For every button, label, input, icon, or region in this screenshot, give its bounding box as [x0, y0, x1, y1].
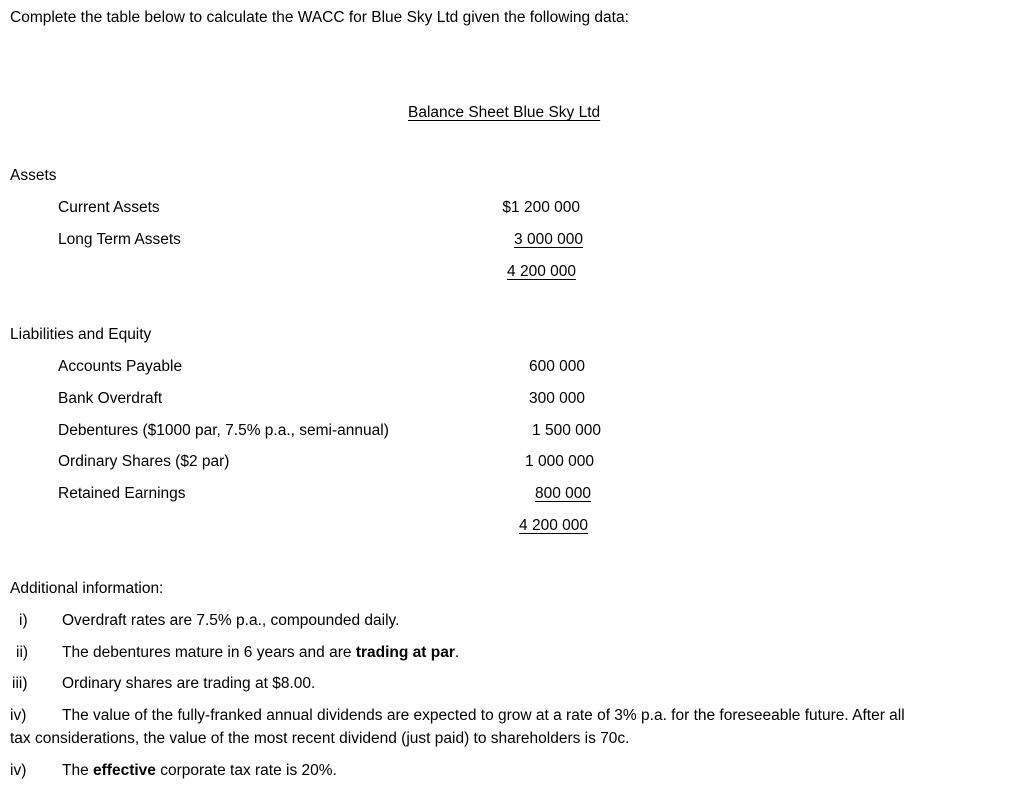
emphasis-text: trading at par: [355, 644, 455, 661]
list-marker: iv): [10, 762, 27, 779]
list-item-text: [62, 761, 337, 781]
current-assets-value: $1 200 000: [502, 199, 580, 216]
accounts-payable-value: 600 000: [528, 358, 585, 375]
list-item-text-part: The: [62, 762, 94, 779]
bank-overdraft-value: 300 000: [528, 390, 585, 407]
bank-overdraft-label: Bank Overdraft: [58, 390, 163, 407]
long-term-assets-label: Long Term Assets: [58, 231, 181, 248]
list-item-text-part: The debentures mature in 6 years and are: [62, 644, 356, 661]
ordinary-shares-value: 1 000 000: [525, 453, 594, 470]
debentures-value: 1 500 000: [532, 422, 601, 439]
list-marker: i): [19, 612, 28, 629]
assets-total-value: 4 200 000: [507, 263, 576, 280]
list-item-text: [62, 643, 459, 663]
additional-heading: Additional information:: [10, 580, 164, 597]
debentures-label: Debentures ($1000 par, 7.5% p.a., semi-annual): [58, 422, 389, 439]
list-item-text: Overdraft rates are 7.5% p.a., compounded daily.: [62, 612, 400, 629]
list-item-text-continued: tax considerations, the value of the most recent dividend (just paid) to shareholders is 70c.: [10, 730, 630, 747]
list-item-text-part: .: [454, 644, 460, 661]
list-item-text-part: corporate tax rate is 20%.: [155, 762, 337, 779]
list-marker: iv): [10, 707, 27, 724]
emphasis-text: effective: [93, 762, 156, 779]
instruction-text: Complete the table below to calculate the WACC for Blue Sky Ltd given the following data:: [10, 9, 629, 26]
current-assets-label: Current Assets: [58, 199, 160, 216]
retained-earnings-value: 800 000: [534, 485, 591, 502]
list-item-text: Ordinary shares are trading at $8.00.: [62, 675, 316, 692]
liabilities-total-value: 4 200 000: [519, 517, 588, 534]
list-marker: iii): [12, 675, 28, 692]
liabilities-heading: Liabilities and Equity: [10, 326, 152, 343]
balance-sheet-title: Balance Sheet Blue Sky Ltd: [408, 104, 601, 121]
list-item-text: The value of the fully-franked annual dividends are expected to grow at a rate of 3% p.a. for the foreseeable future. After all: [62, 707, 905, 724]
assets-heading: Assets: [10, 167, 57, 184]
ordinary-shares-label: Ordinary Shares ($2 par): [58, 453, 230, 470]
accounts-payable-label: Accounts Payable: [58, 358, 183, 375]
list-marker: ii): [16, 644, 29, 661]
long-term-assets-value: 3 000 000: [514, 231, 583, 248]
retained-earnings-label: Retained Earnings: [58, 485, 186, 502]
